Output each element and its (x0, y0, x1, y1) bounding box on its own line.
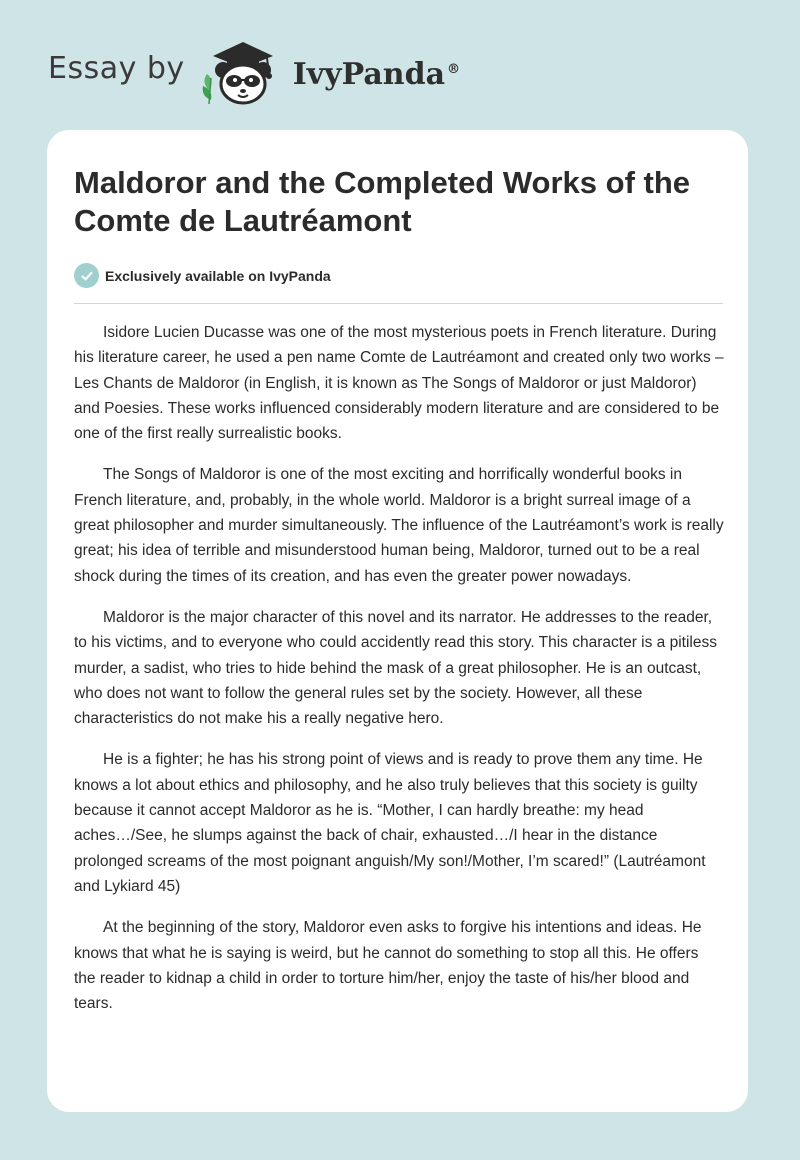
paragraph: Isidore Lucien Ducasse was one of the most mysterious poets in French literature. During his literature career, he used a pen name Comte de Lautréamont and created only two works – Les Chants de Maldoror (in English, it is known as The Songs of Maldoror or just Maldoror) and Poesies. These works influenced considerably modern literature and are considered to be one of the first really surrealistic books. (74, 324, 724, 443)
paragraph: At the beginning of the story, Maldoror even asks to forgive his intentions and ideas. He knows that what he is saying is weird, but he cannot do something to stop all this. He offers the reader to kidnap a child in order to torture him/her, enjoy the taste of his/her blood and tears. (74, 919, 702, 1013)
panda-logo-icon (197, 34, 289, 110)
exclusive-badge (74, 263, 331, 288)
brand-name: IvyPanda ® (292, 56, 461, 92)
essay-by-label: Essay by (48, 50, 185, 86)
paragraph: The Songs of Maldoror is one of the most exciting and horrifically wonderful books in French literature, and, probably, in the whole world. Maldoror is a bright surreal image of a great philosopher and murder simultaneously. The influence of the Lautréamont’s work is really great; his idea of terrible and misunderstood human being, Maldoror, turned out to be a real shock during the times of its creation, and has even the greater power nowadays. (74, 466, 724, 585)
exclusive-badge-label: Exclusively available on IvyPanda (105, 267, 331, 284)
paragraph: Maldoror is the major character of this novel and its narrator. He addresses to the reader, to his victims, and to everyone who could accidently read this story. This character is a pitiless murder, a sadist, who tries to hide behind the mask of a great philosopher. He is an outcast, who does not want to follow the general rules set by the society. However, all these characteristics do not make his a really negative hero. (74, 608, 717, 728)
essay-card (47, 130, 748, 1112)
essay-title: Maldoror and the Completed Works of the Comte de Lautréamont (74, 165, 691, 238)
checkmark-circle-icon (74, 263, 99, 288)
essay-body (74, 320, 724, 1032)
title-divider (74, 303, 723, 304)
registered-mark: ® (447, 61, 461, 77)
site-header-logo[interactable] (48, 34, 460, 110)
paragraph: He is a fighter; he has his strong point of views and is ready to prove them any time. He knows a lot about ethics and philosophy, and he also truly believes that this society is guilty because it cannot accept Maldoror as he is. “Mother, I can hardly breathe: my head aches…/See, he slumps against the back of chair, exhausted…/I hear in the distance prolonged screams of the most poignant anguish/My son!/Mother, I’m scared!” (Lautréamont and Lykiard 45) (74, 751, 706, 895)
